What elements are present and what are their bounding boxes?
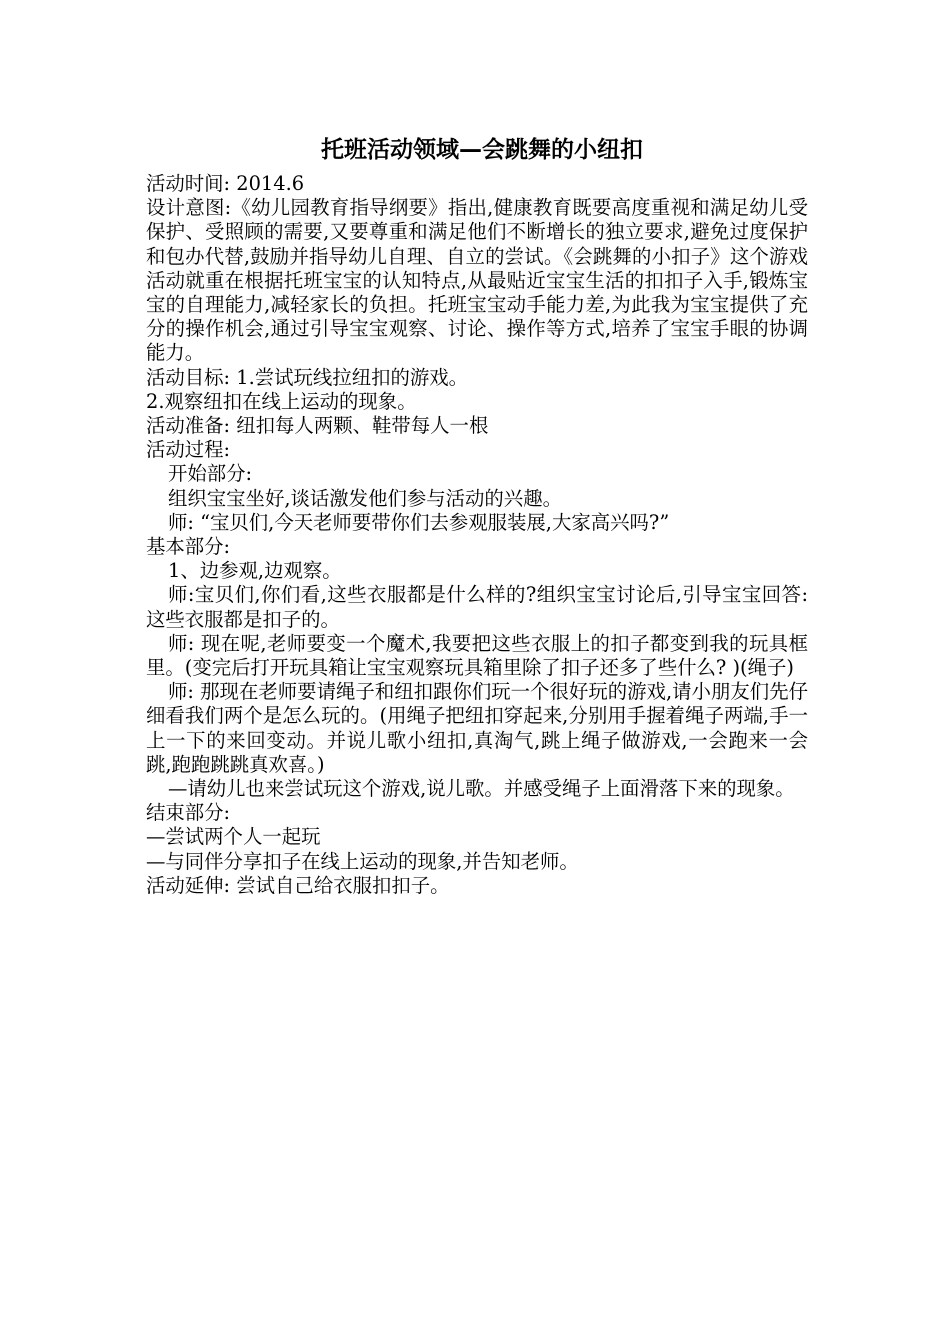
paragraph-closing-item-2: —与同伴分享扣子在线上运动的现象,并告知老师。 [146, 849, 579, 873]
paragraph-opening-detail: 组织宝宝坐好,谈话激发他们参与活动的兴趣。 [168, 486, 562, 510]
paragraph-basic-section: 基本部分: [146, 535, 231, 559]
paragraph-design-intent: 设计意图:《幼儿园教育指导纲要》指出,健康教育既要高度重视和满足幼儿受保护、受照顾的需要,又要尊重和满足他们不断增长的独立要求,避免过度保护和包办代替,鼓励并指导幼儿自理、自立的尝试。《会跳舞的小扣子》这个游戏活动就重在根据托班宝宝的认知特点,从最贴近宝宝生活的扣扣子入手,锻炼宝宝的自理能力,减轻家长的负担。托班宝宝动手能力差,为此我为宝宝提供了充分的操作机会,通过引导宝宝观察、讨论、操作等方式,培养了宝宝手眼的协调能力。 [146, 196, 808, 365]
paragraph-teacher-quote: 师: “宝贝们,今天老师要带你们去参观服装展,大家高兴吗?” [168, 510, 670, 534]
document-body [146, 172, 808, 898]
paragraph-activity-goal: 活动目标: 1.尝试玩线拉纽扣的游戏。 [146, 365, 469, 389]
paragraph-teacher-game: 师: 那现在老师要请绳子和纽扣跟你们玩一个很好玩的游戏,请小朋友们先仔细看我们两个是怎么玩的。(用绳子把纽扣穿起来,分别用手握着绳子两端,手一上一下的来回变动。并说儿歌小纽扣,真淘气,跳上绳子做游戏,一会跑来一会跳,跑跑跳跳真欢喜。) [146, 680, 808, 776]
paragraph-activity-time: 活动时间: 2014.6 [146, 172, 305, 195]
paragraph-teacher-magic: 师: 现在呢,老师要变一个魔术,我要把这些衣服上的扣子都变到我的玩具框里。(变完后打开玩具箱让宝宝观察玩具箱里除了扣子还多了些什么? )(绳子) [146, 631, 808, 680]
paragraph-extension: 活动延伸: 尝试自己给衣服扣扣子。 [146, 873, 450, 897]
paragraph-activity-process: 活动过程: [146, 438, 231, 462]
paragraph-children-try: —请幼儿也来尝试玩这个游戏,说儿歌。并感受绳子上面滑落下来的现象。 [168, 777, 795, 801]
paragraph-step-1: 1、边参观,边观察。 [168, 559, 342, 583]
paragraph-closing-item-1: —尝试两个人一起玩 [146, 825, 321, 849]
paragraph-opening-section: 开始部分: [168, 462, 253, 486]
document-page [146, 132, 808, 898]
paragraph-activity-preparation: 活动准备: 纽扣每人两颗、鞋带每人一根 [146, 414, 489, 438]
paragraph-closing-section: 结束部分: [146, 801, 231, 825]
paragraph-teacher-question: 师:宝贝们,你们看,这些衣服都是什么样的?组织宝宝讨论后,引导宝宝回答: 这些衣服都是扣子的。 [146, 583, 808, 631]
paragraph-activity-goal-2: 2.观察纽扣在线上运动的现象。 [146, 389, 417, 413]
document-title: 托班活动领域—会跳舞的小纽扣 [321, 137, 643, 163]
